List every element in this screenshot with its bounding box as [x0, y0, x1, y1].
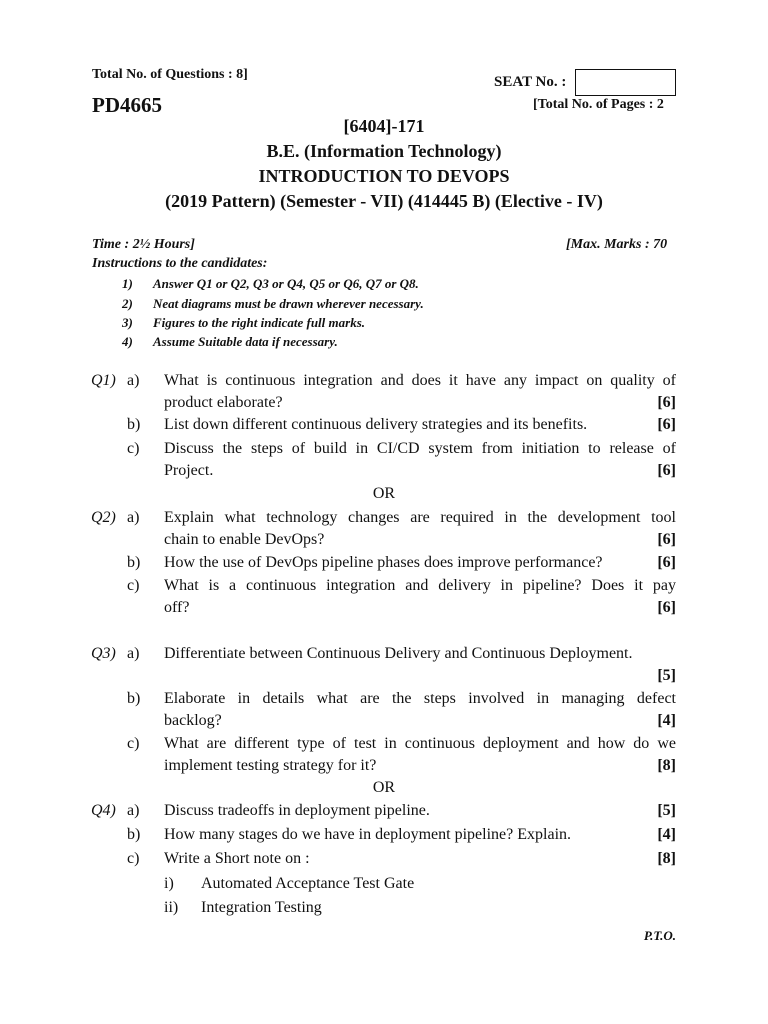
instruction-text: Assume Suitable data if necessary.: [153, 334, 338, 349]
subject-title: INTRODUCTION TO DEVOPS: [258, 166, 510, 186]
or-divider: OR: [372, 779, 396, 796]
total-pages: [Total No. of Pages : 2: [533, 97, 664, 112]
marks: [8]: [657, 757, 676, 774]
question-part: c): [127, 735, 140, 752]
question-text: Elaborate in details what are the steps involved in managing defect: [164, 690, 676, 707]
question-text: List down different continuous delivery strategies and its benefits.: [164, 416, 588, 433]
question-part: a): [127, 645, 140, 662]
max-marks: [Max. Marks : 70: [566, 237, 668, 252]
pattern-line: (2019 Pattern) (Semester - VII) (414445 B) (Elective - IV): [165, 191, 603, 211]
question-part: c): [127, 440, 140, 457]
paper-code: PD4665: [92, 93, 162, 117]
question-part: a): [127, 802, 140, 819]
question-text: What is continuous integration and does it have any impact on quality of: [164, 372, 676, 389]
question-text: How many stages do we have in deployment pipeline? Explain.: [164, 826, 572, 843]
question-part: a): [127, 509, 140, 526]
question-text: chain to enable DevOps?: [164, 531, 325, 548]
or-divider: OR: [372, 485, 396, 502]
marks: [4]: [657, 826, 676, 843]
instruction-number: 2): [122, 296, 133, 311]
question-part: b): [127, 554, 141, 571]
question-text: product elaborate?: [164, 394, 283, 411]
question-text: implement testing strategy for it?: [164, 757, 377, 774]
question-part: b): [127, 826, 141, 843]
sub-item-number: ii): [164, 899, 179, 916]
please-turn-over: P.T.O.: [643, 928, 676, 943]
question-number: Q2): [91, 509, 116, 526]
instruction-text: Neat diagrams must be drawn wherever necessary.: [153, 296, 424, 311]
question-text: Write a Short note on :: [164, 850, 310, 867]
marks: [6]: [657, 416, 676, 433]
question-text: Discuss the steps of build in CI/CD system from initiation to release of: [164, 440, 676, 457]
marks: [5]: [657, 667, 676, 684]
exam-code: [6404]-171: [343, 116, 425, 136]
marks: [6]: [657, 462, 676, 479]
marks: [5]: [657, 802, 676, 819]
question-text: Differentiate between Continuous Delivery and Continuous Deployment.: [164, 645, 633, 662]
marks: [6]: [657, 531, 676, 548]
marks: [6]: [657, 394, 676, 411]
question-text: Explain what technology changes are required in the development tool: [164, 509, 676, 526]
question-part: c): [127, 850, 140, 867]
marks: [6]: [657, 599, 676, 616]
degree-title: B.E. (Information Technology): [266, 141, 502, 161]
instruction-number: 1): [122, 276, 133, 291]
instructions-heading: Instructions to the candidates:: [92, 256, 268, 271]
marks: [4]: [657, 712, 676, 729]
instruction-text: Answer Q1 or Q2, Q3 or Q4, Q5 or Q6, Q7 or Q8.: [153, 276, 419, 291]
instruction-text: Figures to the right indicate full marks.: [153, 315, 366, 330]
total-questions: Total No. of Questions : 8]: [92, 67, 248, 82]
sub-item-text: Integration Testing: [201, 899, 322, 916]
question-number: Q3): [91, 645, 116, 662]
question-text: backlog?: [164, 712, 222, 729]
question-text: What are different type of test in continuous deployment and how do we: [164, 735, 676, 752]
marks: [6]: [657, 554, 676, 571]
question-text: What is a continuous integration and delivery in pipeline? Does it pay: [164, 577, 676, 594]
question-number: Q1): [91, 372, 116, 389]
question-number: Q4): [91, 802, 116, 819]
marks: [8]: [657, 850, 676, 867]
seat-number-label: SEAT No. :: [494, 74, 567, 90]
seat-number-box[interactable]: [575, 69, 676, 96]
question-text: off?: [164, 599, 190, 616]
question-part: b): [127, 416, 141, 433]
question-part: b): [127, 690, 141, 707]
question-text: Project.: [164, 462, 214, 479]
exam-time: Time : 2½ Hours]: [92, 237, 195, 252]
instruction-number: 3): [122, 315, 133, 330]
sub-item-number: i): [164, 875, 174, 892]
question-part: c): [127, 577, 140, 594]
question-text: Discuss tradeoffs in deployment pipeline.: [164, 802, 430, 819]
question-part: a): [127, 372, 140, 389]
question-text: How the use of DevOps pipeline phases does improve performance?: [164, 554, 603, 571]
instruction-number: 4): [122, 334, 133, 349]
sub-item-text: Automated Acceptance Test Gate: [201, 875, 415, 892]
